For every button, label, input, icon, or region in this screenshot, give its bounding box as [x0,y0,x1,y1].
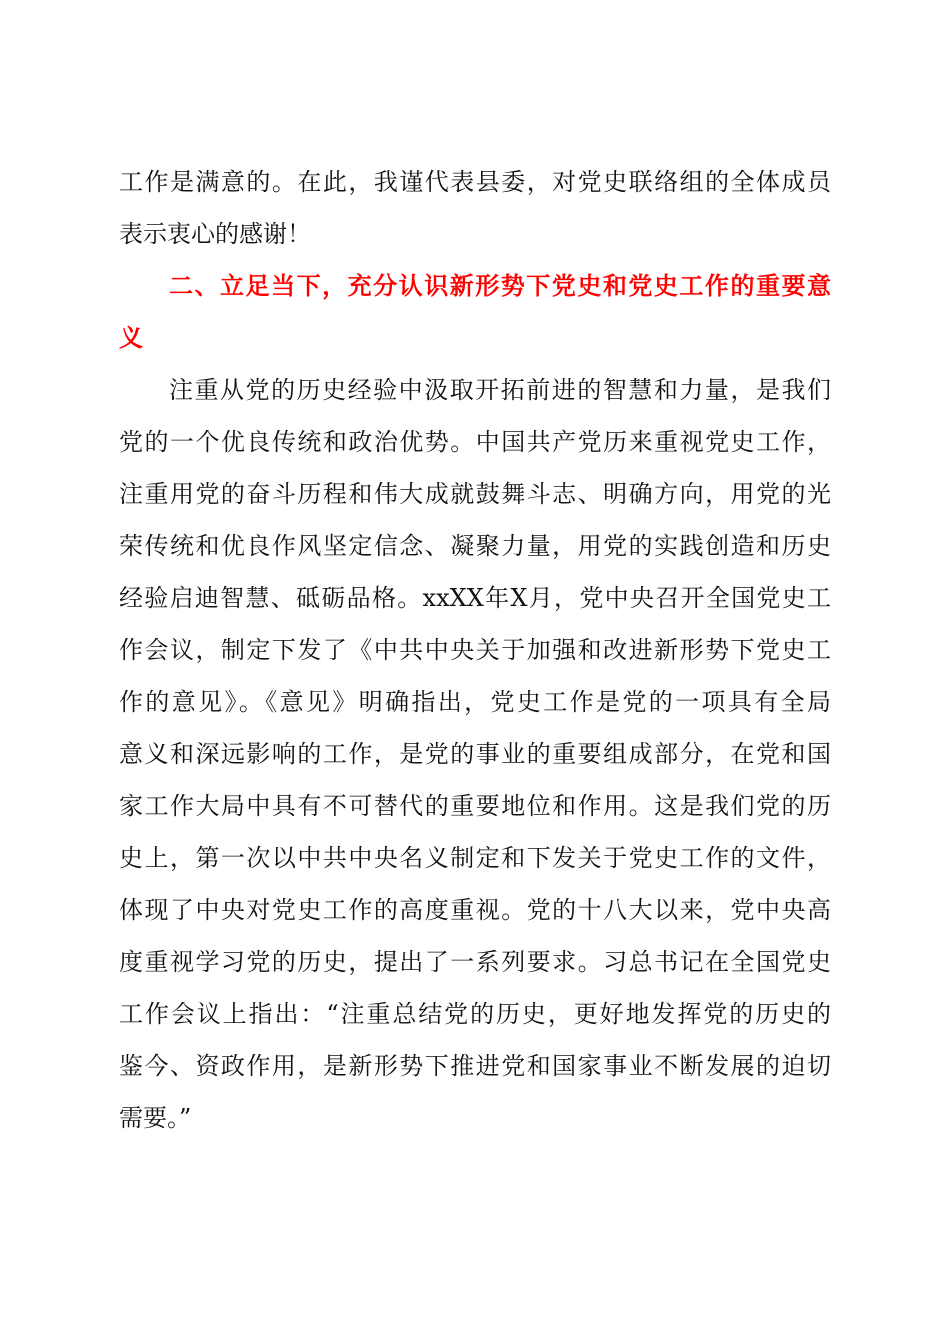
paragraph-line: 作的意见》。《意见》明确指出，党史工作是党的一项具有全局 [119,688,831,716]
section-heading [119,260,831,364]
paragraph-line: 体现了中央对党史工作的高度重视。党的十八大以来，党中央高 [119,896,831,924]
paragraph-thanks [119,156,831,260]
paragraph-line: 党的一个优良传统和政治优势。中国共产党历来重视党史工作， [119,428,831,456]
paragraph-line: 鉴今、资政作用，是新形势下推进党和国家事业不断发展的迫切 [119,1052,831,1080]
paragraph-line: 注重从党的历史经验中汲取开拓前进的智慧和力量，是我们 [169,376,831,404]
paragraph-line: 意义和深远影响的工作，是党的事业的重要组成部分，在党和国 [119,740,831,768]
paragraph-line: 史上，第一次以中共中央名义制定和下发关于党史工作的文件， [119,844,831,872]
paragraph-line: 荣传统和优良作风坚定信念、凝聚力量，用党的实践创造和历史 [119,532,831,560]
paragraph-line: 注重用党的奋斗历程和伟大成就鼓舞斗志、明确方向，用党的光 [119,480,831,508]
heading-line: 二、立足当下，充分认识新形势下党史和党史工作的重要意 [169,272,831,300]
paragraph-line: 表示衷心的感谢！ [119,220,311,248]
paragraph-line: 工作是满意的。在此，我谨代表县委，对党史联络组的全体成员 [119,168,831,196]
paragraph-line: 需要。” [119,1104,192,1132]
paragraph-line: 作会议，制定下发了《中共中央关于加强和改进新形势下党史工 [119,636,831,664]
paragraph-body [119,364,831,1144]
document-body [119,156,831,1144]
paragraph-line: 度重视学习党的历史，提出了一系列要求。习总书记在全国党史 [119,948,831,976]
paragraph-line: 工作会议上指出：“注重总结党的历史，更好地发挥党的历史的 [119,1000,831,1028]
heading-line: 义 [119,324,143,352]
paragraph-line: 家工作大局中具有不可替代的重要地位和作用。这是我们党的历 [119,792,831,820]
paragraph-line: 经验启迪智慧、砥砺品格。xxXX年X月，党中央召开全国党史工 [119,584,831,612]
